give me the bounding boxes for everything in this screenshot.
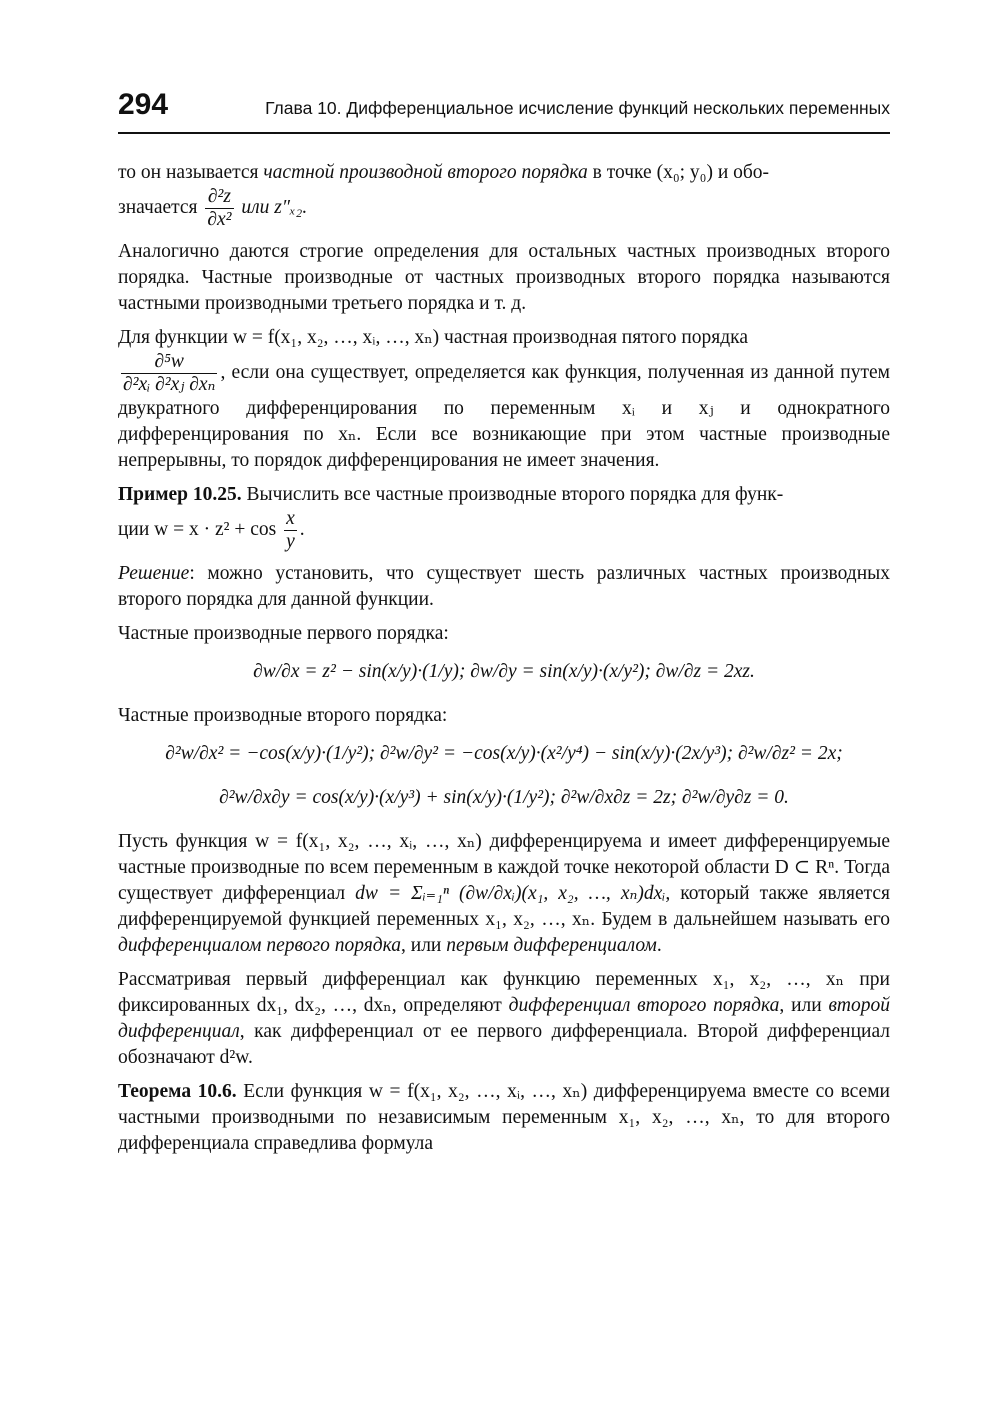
theorem-label: Теорема 10.6. bbox=[118, 1081, 237, 1102]
theorem-10-6: Теорема 10.6. Если функция w = f(x₁, x₂, …, xᵢ, …, xₙ) дифференцируема вместе со всеми частными производными по независимым переменным x₁, x₂, …, xₙ, то для второго дифференциала справедлива формула bbox=[118, 1081, 890, 1154]
paragraph-second-order-def: то он называется частной производной второго порядка в точке (x₀; y₀) и обо- значается $\frac{\text{∂²z}}{\text{∂x²}}$ или z″ₓ₂. bbox=[118, 162, 770, 230]
page-header bbox=[118, 88, 890, 134]
fraction-d5w: $\frac{\text{∂⁵w}}{\text{∂²xᵢ ∂²xⱼ ∂xₙ}}$ bbox=[123, 351, 216, 395]
solution-label: Решение bbox=[118, 563, 190, 584]
term-second-order-partial: частной производной второго порядка bbox=[263, 162, 588, 183]
fraction-x-y: $\frac{x}{y}$ bbox=[286, 508, 295, 552]
fraction-d2z-dx2: $\frac{\text{∂²z}}{\text{∂x²}}$ bbox=[207, 186, 232, 230]
paragraph-analogous: Аналогично даются строгие определения для остальных частных производных второго порядка. Частные производные от частных производных второго порядка называются частными производными третьего порядка и т. д. bbox=[118, 241, 890, 314]
paragraph-first-differential: Пусть функция w = f(x₁, x₂, …, xᵢ, …, xₙ) дифференцируема и имеет дифференцируемые частные производные по всем переменным в каждой точке некоторой области D ⊂ Rⁿ. Тогда существует дифференциал dw = Σᵢ₌₁ⁿ (∂w/∂xᵢ)(x₁, x₂, …, xₙ)dxᵢ, который также является дифференцируемой функцией переменных x₁, x₂, …, xₙ. Будем в дальнейшем называть его дифференциалом первого порядка, или первым дифференциалом. bbox=[118, 831, 891, 956]
page-body bbox=[118, 160, 890, 1165]
first-order-equations: ∂w/∂x = z² − sin(x/y)·(1/y); ∂w/∂y = sin(x/y)·(x/y²); ∂w/∂z = 2xz. bbox=[253, 661, 755, 682]
example-10-25: Пример 10.25. Вычислить все частные производные второго порядка для функ- ции w = x · z² + cos $\frac{x}{y}$ . bbox=[118, 484, 784, 552]
page-number: 294 bbox=[118, 88, 169, 121]
solution-paragraph: Решение: можно установить, что существует шесть различных частных производных второго порядка для данной функции. bbox=[118, 563, 890, 610]
second-order-title: Частные производные второго порядка: bbox=[118, 705, 448, 726]
paragraph-fifth-order: Для функции w = f(x₁, x₂, …, xᵢ, …, xₙ) частная производная пятого порядка $\frac{\text{∂⁵w}}{\text{∂²xᵢ ∂²xⱼ ∂xₙ}}$ , если она существует, определяется как функция, полученная из данной путем двукратного дифференцирования по переменным xᵢ и xⱼ и однократного дифференцирования по xₙ. Если все возникающие при этом частные производные непрерывны, то порядок дифференцирования не имеет значения. bbox=[118, 327, 891, 471]
example-label: Пример 10.25. bbox=[118, 484, 242, 505]
first-order-title: Частные производные первого порядка: bbox=[118, 623, 449, 644]
second-order-equations-1: ∂²w/∂x² = −cos(x/y)·(1/y²); ∂²w/∂y² = −cos(x/y)·(x²/y⁴) − sin(x/y)·(2x/y³); ∂²w/∂z² = 2x; bbox=[165, 743, 843, 764]
differential-formula: dw = Σᵢ₌₁ⁿ (∂w/∂xᵢ)(x₁, x₂, …, xₙ)dxᵢ, bbox=[355, 883, 671, 904]
chapter-title: Глава 10. Дифференциальное исчисление функций нескольких переменных bbox=[265, 98, 890, 118]
paragraph-second-differential: Рассматривая первый дифференциал как функцию переменных x₁, x₂, …, xₙ при фиксированных dx₁, dx₂, …, dxₙ, определяют дифференциал второго порядка, или второй дифференциал, как дифференциал от ее первого дифференциала. Второй дифференциал обозначают d²w. bbox=[118, 969, 890, 1068]
second-order-equations-2: ∂²w/∂x∂y = cos(x/y)·(x/y³) + sin(x/y)·(1/y²); ∂²w/∂x∂z = 2z; ∂²w/∂y∂z = 0. bbox=[219, 787, 789, 808]
